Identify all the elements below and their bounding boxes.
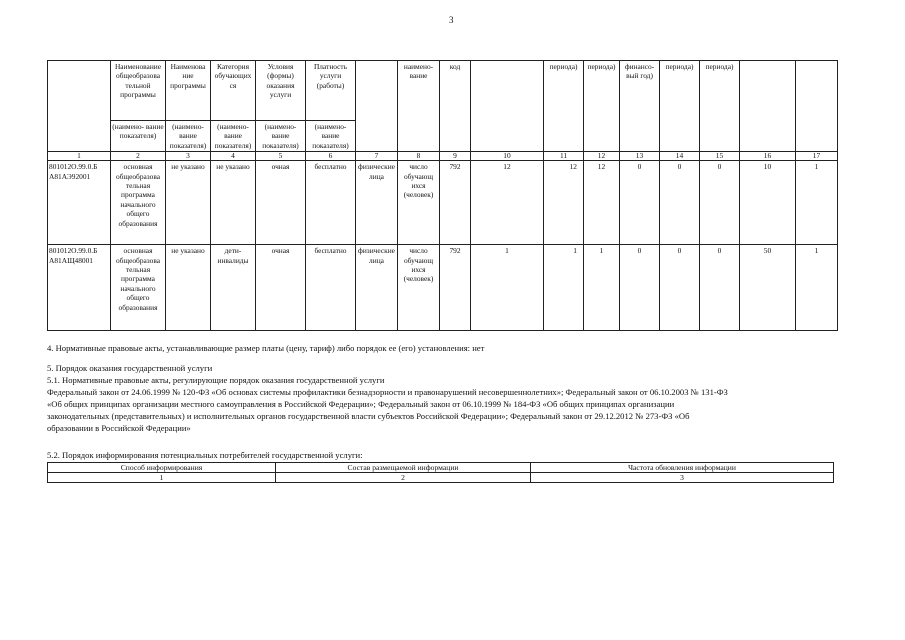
header-c14: периода)	[660, 61, 700, 121]
colnum-16: 16	[740, 152, 796, 161]
header-c13: финансо- вый год)	[620, 61, 660, 121]
cell-category: дети- инвалиды	[211, 245, 256, 331]
cell-value-17: 1	[796, 161, 838, 245]
section-5-2-title: 5.2. Порядок информирования потенциальных потребителей государственной услуги:	[47, 450, 363, 460]
cell-value-13: 0	[620, 161, 660, 245]
subheader-c6: (наимено- вание показателя)	[306, 121, 356, 152]
cell-payment: бесплатно	[306, 161, 356, 245]
header-c6: Платность услуги (работы)	[306, 61, 356, 121]
cell-value-11: 1	[544, 245, 584, 331]
info-num-1: 1	[48, 473, 276, 483]
subheader-c5: (наимено- вание показателя)	[256, 121, 306, 152]
indicators-table	[47, 60, 838, 331]
colnum-6: 6	[306, 152, 356, 161]
subheader-row	[48, 121, 838, 152]
colnum-10: 10	[471, 152, 544, 161]
info-header-frequency: Частота обновления информации	[531, 463, 834, 473]
header-c11: периода)	[544, 61, 584, 121]
cell-code: 801012О.99.0.Б А81АЩ48001	[48, 245, 111, 331]
info-numbers-row	[48, 473, 834, 483]
colnum-9: 9	[440, 152, 471, 161]
cell-value-14: 0	[660, 161, 700, 245]
header-c8: наимено- вание	[398, 61, 440, 121]
cell-okei-code: 792	[440, 161, 471, 245]
header-c5: Условия (формы) оказания услуги	[256, 61, 306, 121]
legal-acts-line-2: «Об общих принципах организации местного самоуправления в Российской Федерации»; Федеральный закон от 06.10.1999 № 184-ФЗ «Об общих принципах организации	[47, 399, 675, 409]
section-5-title: 5. Порядок оказания государственной услуги	[47, 363, 213, 373]
cell-value-10: 1	[471, 245, 544, 331]
info-num-3: 3	[531, 473, 834, 483]
cell-value-15: 0	[700, 161, 740, 245]
colnum-11: 11	[544, 152, 584, 161]
section-5-1-title: 5.1. Нормативные правовые акты, регулирующие порядок оказания государственной услуги	[47, 375, 385, 385]
cell-conditions: очная	[256, 161, 306, 245]
cell-value-15: 0	[700, 245, 740, 331]
header-c2: Наименование общеобразова тельной программы	[111, 61, 166, 121]
colnum-7: 7	[356, 152, 398, 161]
info-header-row	[48, 463, 834, 473]
colnum-5: 5	[256, 152, 306, 161]
cell-value-12: 1	[584, 245, 620, 331]
header-c4: Категория обучающих ся	[211, 61, 256, 121]
cell-program: основная общеобразова тельная программа начального общего образования	[111, 161, 166, 245]
subheader-c4: (наимено- вание показателя)	[211, 121, 256, 152]
cell-conditions: очная	[256, 245, 306, 331]
information-table	[47, 462, 834, 483]
cell-value-14: 0	[660, 245, 700, 331]
colnum-8: 8	[398, 152, 440, 161]
cell-program-name: не указано	[166, 161, 211, 245]
colnum-3: 3	[166, 152, 211, 161]
colnum-17: 17	[796, 152, 838, 161]
cell-value-10: 12	[471, 161, 544, 245]
cell-value-16: 10	[740, 161, 796, 245]
header-c9: код	[440, 61, 471, 121]
legal-acts-line-3: законодательных (представительных) и исполнительных органов государственной власти субъектов Российской Федерации»; Федеральный закон от 29.12.2012 № 273-ФЗ «Об	[47, 411, 690, 421]
cell-okei-code: 792	[440, 245, 471, 331]
colnum-12: 12	[584, 152, 620, 161]
column-numbers-row	[48, 152, 838, 161]
section-4-text: 4. Нормативные правовые акты, устанавливающие размер платы (цену, тариф) либо порядок ее (его) установления: нет	[47, 343, 485, 353]
cell-consumers: физические лица	[356, 161, 398, 245]
legal-acts-line-4: образовании в Российской Федерации»	[47, 423, 191, 433]
subheader-c3: (наимено- вание показателя)	[166, 121, 211, 152]
table-row	[48, 161, 838, 245]
header-row	[48, 61, 838, 121]
cell-value-11: 12	[544, 161, 584, 245]
header-c12: периода)	[584, 61, 620, 121]
page-number: 3	[449, 15, 454, 25]
colnum-2: 2	[111, 152, 166, 161]
table-row	[48, 245, 838, 331]
header-c15: периода)	[700, 61, 740, 121]
colnum-1: 1	[48, 152, 111, 161]
cell-value-16: 50	[740, 245, 796, 331]
cell-payment: бесплатно	[306, 245, 356, 331]
legal-acts-line-1: Федеральный закон от 24.06.1999 № 120-ФЗ «Об основах системы профилактики безнадзорности и правонарушений несовершеннолетних»; Федеральный закон от 06.10.2003 № 131-ФЗ	[47, 387, 728, 397]
colnum-4: 4	[211, 152, 256, 161]
cell-value-17: 1	[796, 245, 838, 331]
cell-category: не указано	[211, 161, 256, 245]
colnum-15: 15	[700, 152, 740, 161]
subheader-c2: (наимено- вание показателя)	[111, 121, 166, 152]
colnum-14: 14	[660, 152, 700, 161]
cell-code: 801012О.99.0.Б А81АЭ92001	[48, 161, 111, 245]
cell-value-12: 12	[584, 161, 620, 245]
cell-value-13: 0	[620, 245, 660, 331]
colnum-13: 13	[620, 152, 660, 161]
header-c3: Наименова ние программы	[166, 61, 211, 121]
info-num-2: 2	[276, 473, 531, 483]
info-header-method: Способ информирования	[48, 463, 276, 473]
cell-indicator: число обучающ ихся (человек)	[398, 161, 440, 245]
cell-indicator: число обучающ ихся (человек)	[398, 245, 440, 331]
info-header-content: Состав размещаемой информации	[276, 463, 531, 473]
cell-program-name: не указано	[166, 245, 211, 331]
cell-program: основная общеобразова тельная программа начального общего образования	[111, 245, 166, 331]
cell-consumers: физические лица	[356, 245, 398, 331]
